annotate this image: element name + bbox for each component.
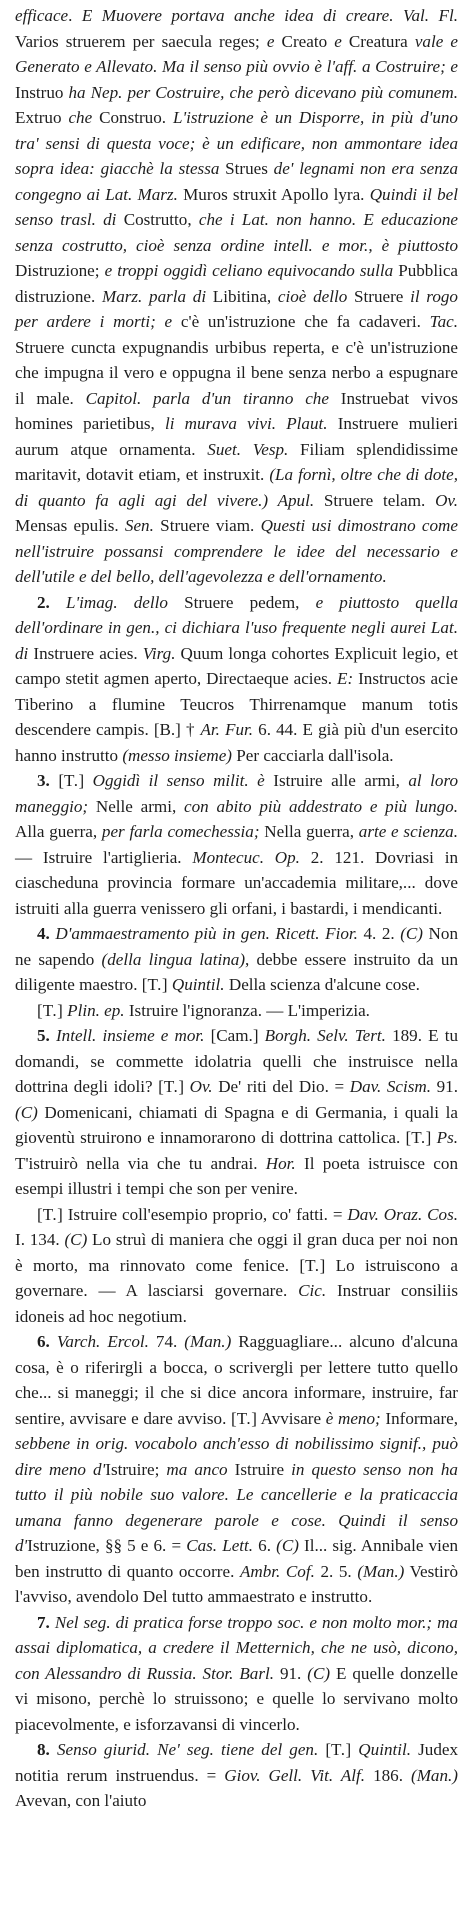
entry-paragraph: 2. L'imag. dello Struere pedem, e piuttosto quella dell'ordinare in gen., ci dichiara l'uso frequente negli aurei Lat. di Instruere acies. Virg. Quum longa cohortes Explicuit legio, et campo stetit agmen aperto, Directaeque acies. E: Instructos acie Tiberino a flumine Teucros Thirrenamque manum totis descendere campis. [B.] † Ar. Fur. 6. 44. E già più d'un esercito hanno instrutto (messo insieme) Per cacciarla dall'isola.	[15, 592, 459, 765]
entry-paragraph: 8. Senso giurid. Ne' seg. tiene del gen. [T.] Quintil. Judex notitia rerum instruendus. = Giov. Gell. Vit. Alf. 186. (Man.) Avevan, con l'aiuto	[15, 1740, 458, 1810]
entry-paragraph: 7. Nel seg. di pratica forse troppo soc. e non molto mor.; ma assai diplomatica, a credere il Metternich, che ne usò, dicono, con Alessandro di Russia. Stor. Barl. 91. (C) E quelle donzelle vi misono, perchè lo struissono; e quelle lo servivano molto piacevolmente, e isforzavansi di vincerlo.	[15, 1612, 458, 1734]
entry-paragraph: 6. Varch. Ercol. 74. (Man.) Ragguagliare... alcuno d'alcuna cosa, è o riferirgli a bocca, o scrivergli per lettere tutto quello che... si maneggi; il che si dice ancora informare, instruire, far sentire, avvisare e dare avviso. [T.] Avvisare è meno; Informare, sebbene in orig. vocabolo anch'esso di nobilissimo signif., può dire meno d'Istruire; ma anco Istruire in questo senso non ha tutto il più nobile suo valore. Le cancellerie e la praticaccia umana fanno degenerare parole e cose. Quindi il senso d'Istruzione, §§ 5 e 6. = Cas. Lett. 6. (C) Il... sig. Annibale vien ben instrutto di quanto occorre. Ambr. Cof. 2. 5. (Man.) Vestirò l'avviso, avendolo Del tutto ammaestrato e instrutto.	[15, 1332, 459, 1606]
entry-paragraph: [T.] Istruire coll'esempio proprio, co' fatti. = Dav. Oraz. Cos. I. 134. (C) Lo struì di maniera che oggi il gran duca per noi non è morto, ma rinnovato come fenice. [T.] Lo istruiscono a governare. — A lasciarsi governare. Cic. Instruar consiliis idoneis ad hoc negotium.	[15, 1204, 459, 1326]
entry-paragraph: 4. D'ammaestramento più in gen. Ricett. Fior. 4. 2. (C) Non ne sapendo (della lingua latina), debbe essere instruito da un diligente maestro. [T.] Quintil. Della scienza d'alcune cose.	[15, 924, 458, 994]
entry-paragraph: 3. [T.] Oggidì il senso milit. è Istruire alle armi, al loro maneggio; Nelle armi, con abito più addestrato e più lungo. Alla guerra, per farla comechessia; Nella guerra, arte e scienza. — Istruire l'artiglieria. Montecuc. Op. 2. 121. Dovriasi in ciascheduna provincia formare un'accademia militare,... dove istruiti alla guerra venissero gli orfani, i bastardi, i mendicanti.	[15, 771, 459, 918]
entry-paragraph: efficace. E Muovere portava anche idea di creare. Val. Fl. Varios struerem per saecula reges; e Creato e Creatura vale e Generato e Allevato. Ma il senso più ovvio è l'aff. a Costruire; e Instruo ha Nep. per Costruire, che però dicevano più comunem. Extruo che Construo. L'istruzione è un Disporre, in più d'uno tra' sensi di questa voce; è un edificare, non ammontare idea sopra idea: giacchè la stessa Strues de' legnami non era senza congegno ai Lat. Marz. Muros struxit Apollo lyra. Quindi il bel senso trasl. di Costrutto, che i Lat. non hanno. E educazione senza costrutto, cioè senza ordine intell. e mor., è piuttosto Distruzione; e troppi oggidì celiano equivocando sulla Pubblica distruzione. Marz. parla di Libitina, cioè dello Struere il rogo per ardere i morti; e c'è un'istruzione che fa cadaveri. Tac. Struere cuncta expugnandis urbibus reperta, e c'è un'istruzione che impugna il vero e oppugna il bene senza nerbo a espugnare il male. Capitol. parla d'un tiranno che Instruebat vivos homines parietibus, li murava vivi. Plaut. Instruere mulieri aurum atque ornamenta. Suet. Vesp. Filiam splendidissime maritavit, dotavit etiam, et instruxit. (La fornì, oltre che di dote, di quanto fa agli agi del vivere.) Apul. Struere telam. Ov. Mensas epulis. Sen. Struere viam. Questi usi dimostrano come nell'istruire possansi comprendere le idee del necessario e dell'utile e del bello, dell'agevolezza e dell'ornamento.	[15, 6, 459, 586]
entry-paragraph: [T.] Plin. ep. Istruire l'ignoranza. — L'imperizia.	[37, 1000, 370, 1020]
entry-paragraph: 5. Intell. insieme e mor. [Cam.] Borgh. Selv. Tert. 189. E tu domandi, se commette idolatria quelli che instruisce nella dottrina degli idoli? [T.] Ov. De' riti del Dio. = Dav. Scism. 91. (C) Domenicani, chiamati di Spagna e di Germania, i quali la gioventù struirono e innamorarono di dottrina cattolica. [T.] Ps. T'istruirò nella via che tu andrai. Hor. Il poeta istruisce con esempi illustri i tempi che son per venire.	[15, 1026, 458, 1198]
